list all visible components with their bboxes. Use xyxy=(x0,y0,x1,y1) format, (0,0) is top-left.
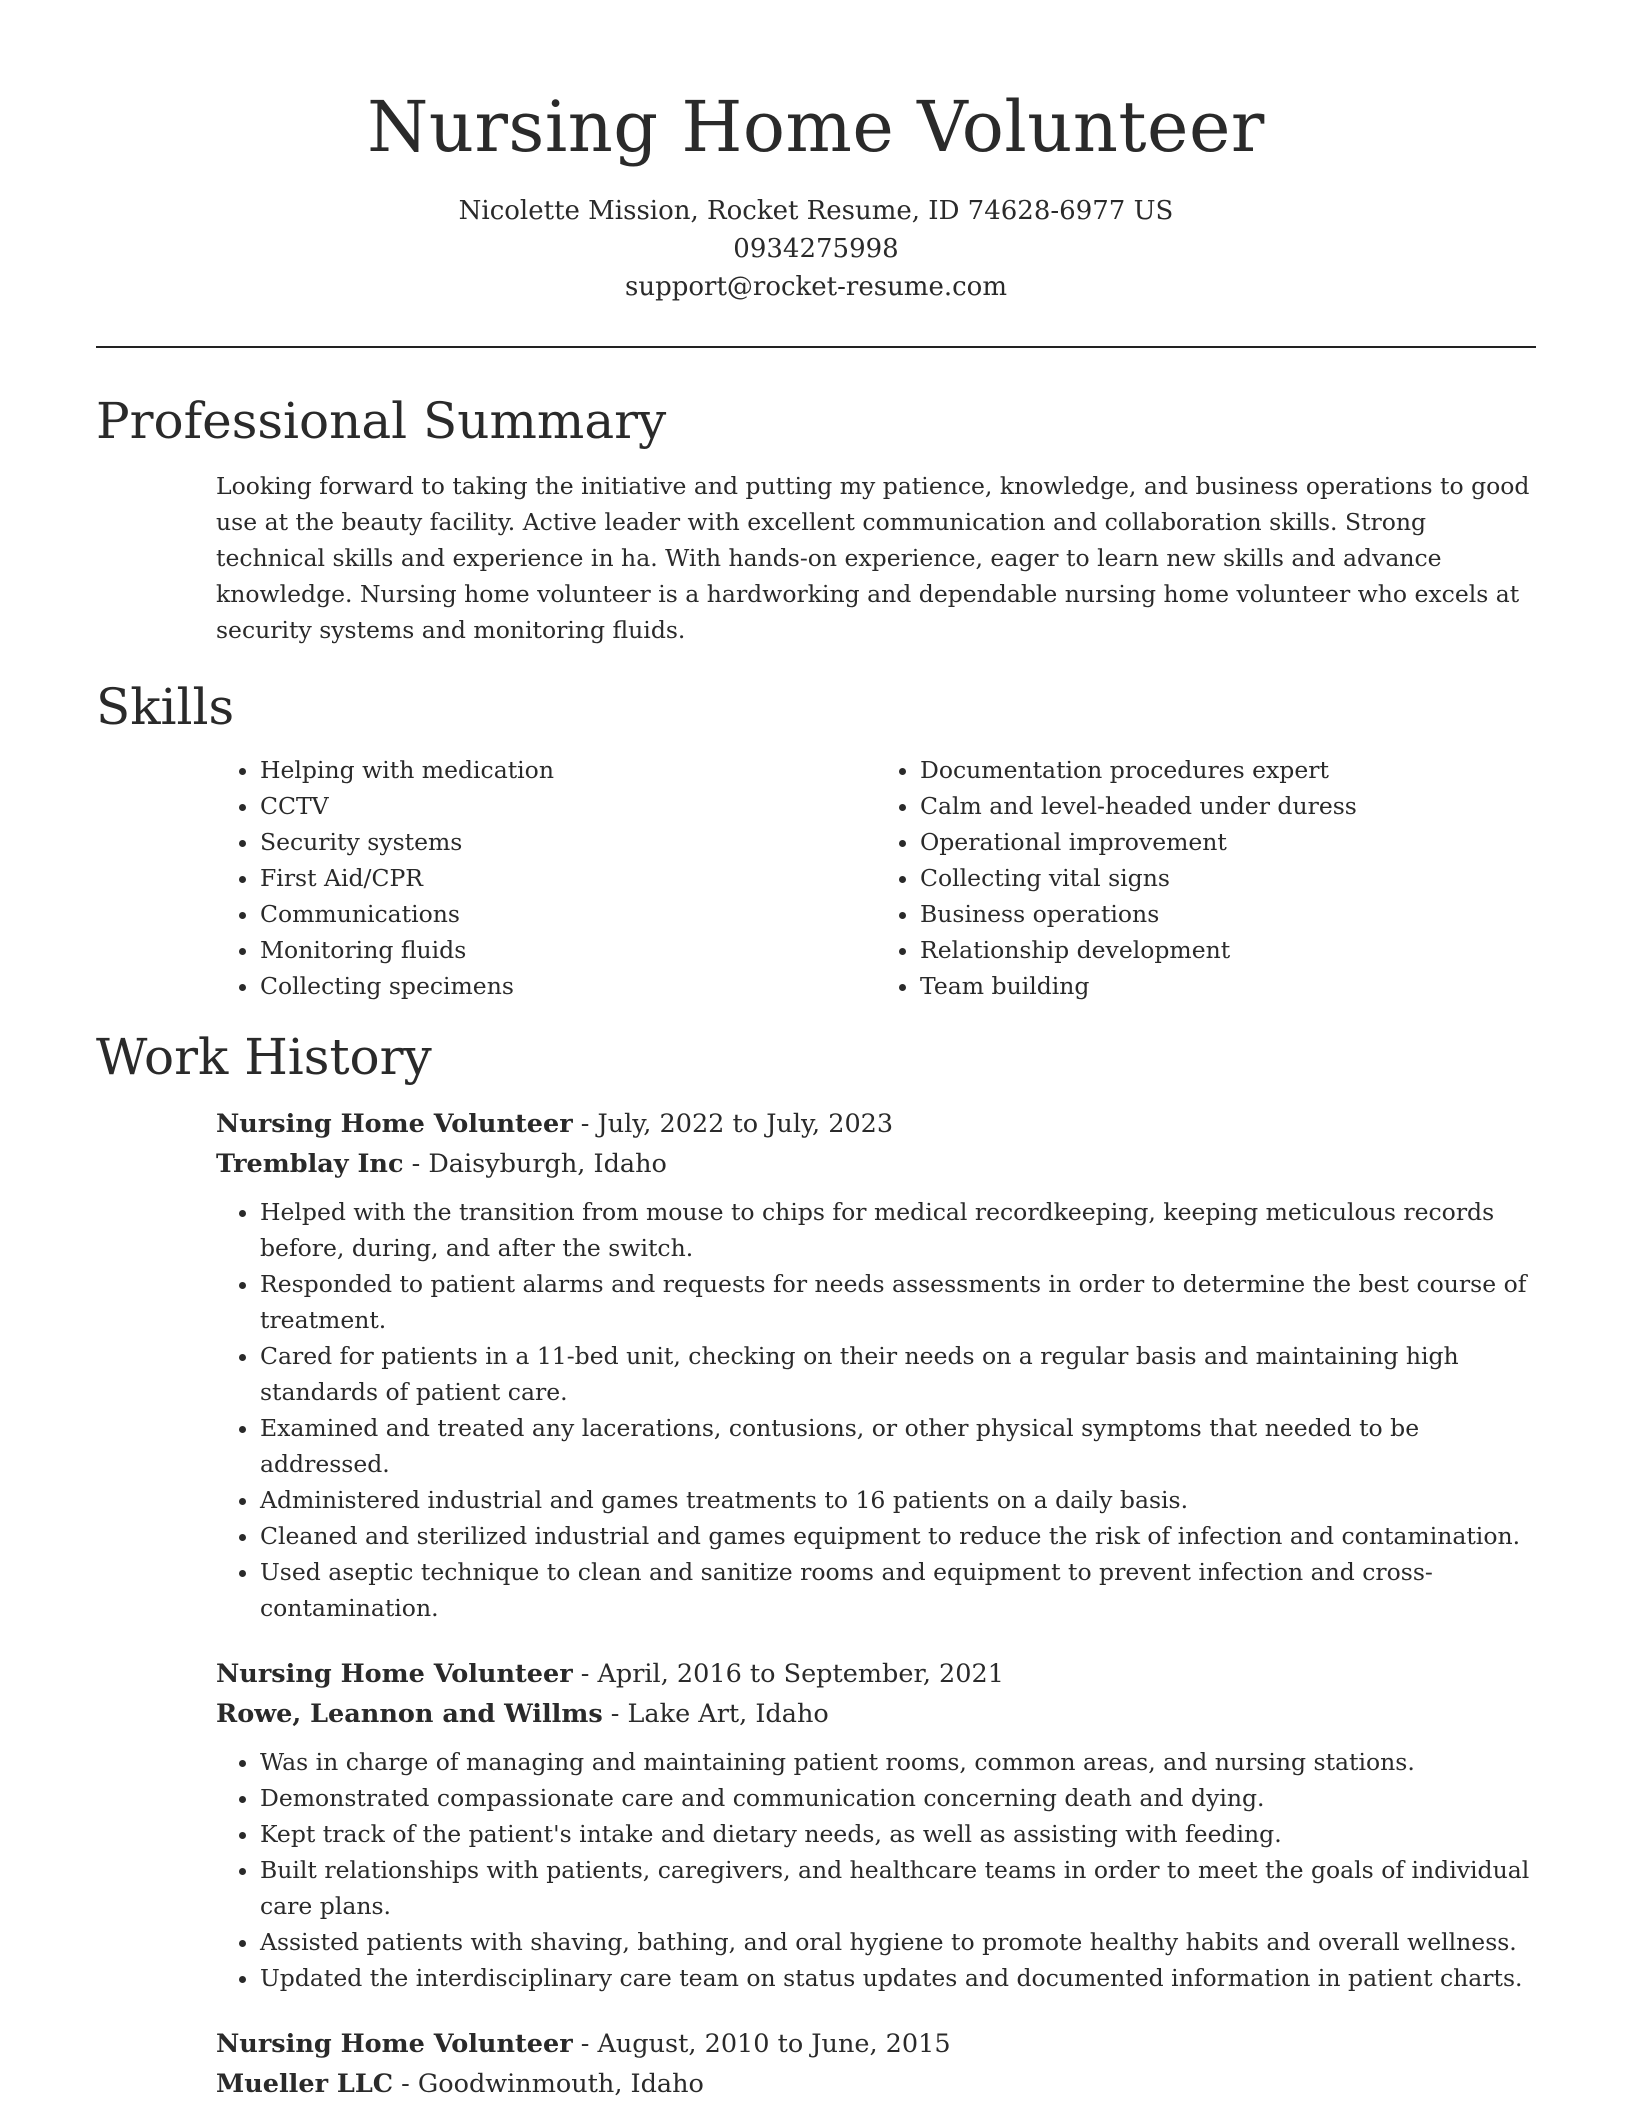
job-entry xyxy=(216,2024,1536,2104)
skill-item: • Security systems xyxy=(260,824,876,860)
duty-item: • Assisted patients with shaving, bathing, and oral hygiene to promote healthy habits and overall wellness. xyxy=(260,1924,1536,1960)
job-entry xyxy=(216,1104,1536,1626)
skills-section xyxy=(96,672,1536,1004)
duty-item: • Responded to patient alarms and requests for needs assessments in order to determine the best course of treatment. xyxy=(260,1266,1536,1338)
job-duties xyxy=(216,1744,1536,1996)
job-company-line xyxy=(216,1694,1536,1734)
skill-item: • Communications xyxy=(260,896,876,932)
job-title-line xyxy=(216,1104,1536,1144)
job-company: Tremblay Inc xyxy=(216,1149,404,1179)
duty-item: • Updated the interdisciplinary care team on status updates and documented information in patient charts. xyxy=(260,1960,1536,1996)
skills-list-right xyxy=(876,752,1536,1004)
work-history-heading: Work History xyxy=(96,1028,432,1086)
job-dates: - August, 2010 to June, 2015 xyxy=(572,2029,951,2059)
skill-item: • First Aid/CPR xyxy=(260,860,876,896)
skill-item: • Team building xyxy=(920,968,1536,1004)
job-duties xyxy=(216,1194,1536,1626)
skills-list-left xyxy=(216,752,876,1004)
work-history-section xyxy=(96,1022,1536,2104)
job-title-line xyxy=(216,2024,1536,2064)
job-title: Nursing Home Volunteer xyxy=(216,1109,573,1139)
job-location: - Goodwinmouth, Idaho xyxy=(393,2069,704,2099)
summary-heading: Professional Summary xyxy=(96,392,667,450)
duty-item: • Was in charge of managing and maintaining patient rooms, common areas, and nursing stations. xyxy=(260,1744,1536,1780)
job-list xyxy=(216,1104,1536,2104)
candidate-name: Nursing Home Volunteer xyxy=(367,86,1265,168)
duty-item: • Kept track of the patient's intake and dietary needs, as well as assisting with feeding. xyxy=(260,1816,1536,1852)
job-dates: - April, 2016 to September, 2021 xyxy=(572,1659,1004,1689)
contact-info xyxy=(0,192,1632,306)
skill-item: • Helping with medication xyxy=(260,752,876,788)
skill-item: • Calm and level-headed under duress xyxy=(920,788,1536,824)
job-entry xyxy=(216,1654,1536,1996)
duty-item: • Examined and treated any lacerations, contusions, or other physical symptoms that needed to be addressed. xyxy=(260,1410,1536,1482)
job-title: Nursing Home Volunteer xyxy=(216,2029,573,2059)
duty-item: • Helped with the transition from mouse to chips for medical recordkeeping, keeping meticulous records before, during, and after the switch. xyxy=(260,1194,1536,1266)
job-title-line xyxy=(216,1654,1536,1694)
job-location: - Lake Art, Idaho xyxy=(602,1699,829,1729)
phone: 0934275998 xyxy=(733,234,899,264)
duty-item: • Built relationships with patients, caregivers, and healthcare teams in order to meet the goals of individual care plans. xyxy=(260,1852,1536,1924)
job-company: Rowe, Leannon and Willms xyxy=(216,1699,603,1729)
header-divider xyxy=(96,346,1536,348)
job-company: Mueller LLC xyxy=(216,2069,394,2099)
duty-item: • Cleaned and sterilized industrial and games equipment to reduce the risk of infection and contamination. xyxy=(260,1518,1536,1554)
skill-item: • Business operations xyxy=(920,896,1536,932)
job-dates: - July, 2022 to July, 2023 xyxy=(572,1109,894,1139)
skill-item: • Collecting vital signs xyxy=(920,860,1536,896)
duty-item: • Used aseptic technique to clean and sanitize rooms and equipment to prevent infection and cross-contamination. xyxy=(260,1554,1536,1626)
skill-item: • Relationship development xyxy=(920,932,1536,968)
skill-item: • Operational improvement xyxy=(920,824,1536,860)
job-company-line xyxy=(216,1144,1536,1184)
skill-item: • CCTV xyxy=(260,788,876,824)
skill-item: • Monitoring fluids xyxy=(260,932,876,968)
summary-text: Looking forward to taking the initiative and putting my patience, knowledge, and business operations to good use at the beauty facility. Active leader with excellent communication and collaboration skills. Strong technical skills and experience in ha. With hands-on experience, eager to learn new skills and advance knowledge. Nursing home volunteer is a hardworking and dependable nursing home volunteer who excels at security systems and monitoring fluids. xyxy=(216,472,1530,644)
job-title: Nursing Home Volunteer xyxy=(216,1659,573,1689)
skills-heading: Skills xyxy=(96,678,235,736)
resume-header xyxy=(0,0,1632,306)
duty-item: • Cared for patients in a 11-bed unit, checking on their needs on a regular basis and maintaining high standards of patient care. xyxy=(260,1338,1536,1410)
job-company-line xyxy=(216,2064,1536,2104)
duty-item: • Administered industrial and games treatments to 16 patients on a daily basis. xyxy=(260,1482,1536,1518)
skill-item: • Collecting specimens xyxy=(260,968,876,1004)
address: Nicolette Mission, Rocket Resume, ID 74628-6977 US xyxy=(458,196,1174,226)
skill-item: • Documentation procedures expert xyxy=(920,752,1536,788)
job-location: - Daisyburgh, Idaho xyxy=(403,1149,667,1179)
summary-section xyxy=(96,386,1536,648)
duty-item: • Demonstrated compassionate care and communication concerning death and dying. xyxy=(260,1780,1536,1816)
email: support@rocket-resume.com xyxy=(624,272,1007,302)
